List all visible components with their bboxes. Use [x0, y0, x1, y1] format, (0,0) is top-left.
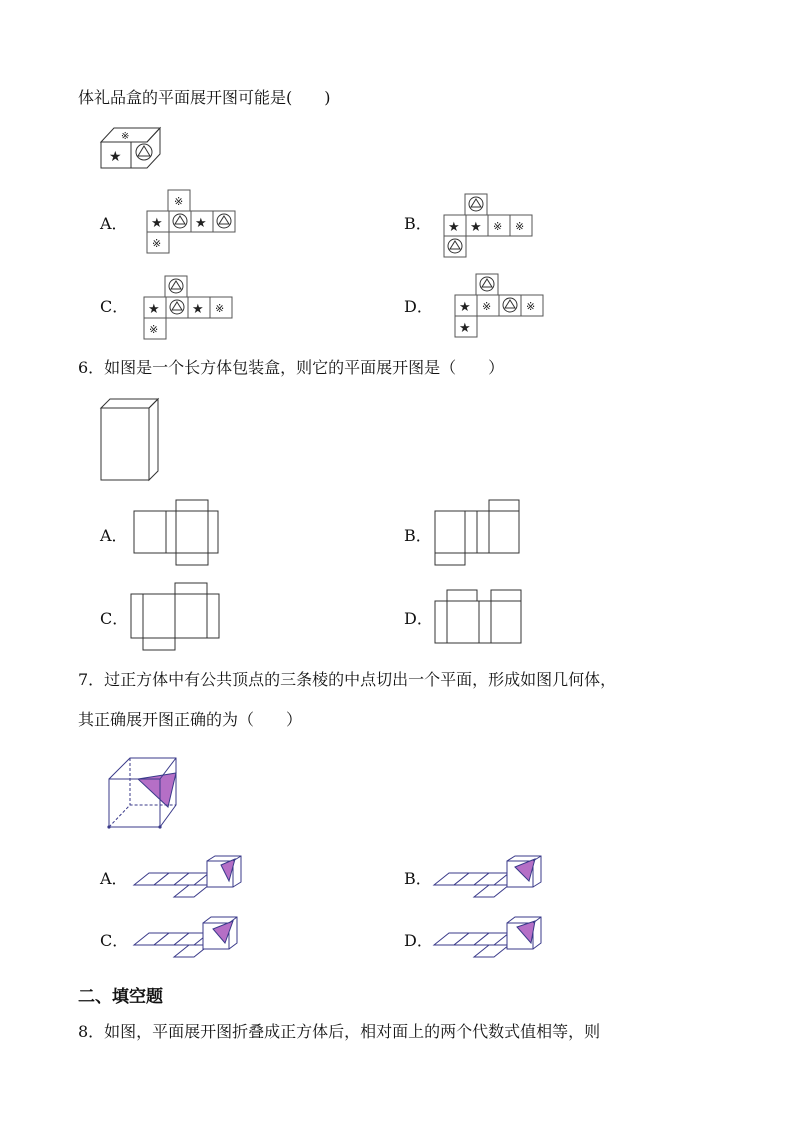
svg-text:★: ★	[459, 300, 471, 315]
svg-text:※: ※	[215, 302, 225, 315]
q5-gift-cube-figure	[100, 126, 162, 170]
q7-cut-cube-figure	[108, 757, 184, 833]
q8-text: 8．如图，平面展开图折叠成正方体后，相对面上的两个代数式值相等，则	[78, 1022, 601, 1041]
svg-text:★: ★	[109, 149, 122, 165]
svg-text:★: ★	[192, 302, 204, 317]
svg-text:※: ※	[526, 300, 536, 313]
svg-text:※: ※	[515, 220, 525, 233]
q6-option-b-net[interactable]	[434, 499, 522, 569]
q5-option-b-net[interactable]	[443, 193, 533, 259]
q7-option-c-label[interactable]: C．	[100, 931, 129, 950]
q7-text-line2: 其正确展开图正确的为（ ）	[78, 710, 303, 729]
q5-option-a-net[interactable]	[146, 189, 236, 255]
q7-option-a-net[interactable]	[133, 855, 245, 899]
svg-text:★: ★	[470, 220, 482, 235]
q7-option-a-label[interactable]: A．	[100, 869, 128, 888]
q6-option-c-label[interactable]: C．	[100, 609, 129, 628]
q7-option-b-net[interactable]	[433, 855, 545, 899]
q6-option-a-label[interactable]: A．	[100, 526, 128, 545]
q6-text: 6．如图是一个长方体包装盒，则它的平面展开图是（ ）	[78, 358, 505, 377]
q7-option-c-net[interactable]	[133, 915, 245, 959]
svg-text:※: ※	[493, 220, 503, 233]
q7-text-line1: 7．过正方体中有公共顶点的三条棱的中点切出一个平面，形成如图几何体，	[78, 670, 617, 689]
q6-option-c-net[interactable]	[130, 582, 222, 652]
svg-text:※: ※	[121, 131, 130, 142]
q5-option-d-net[interactable]	[454, 273, 544, 339]
svg-text:★: ★	[148, 302, 160, 317]
q5-option-d-label[interactable]: D．	[404, 297, 433, 316]
svg-text:※: ※	[149, 323, 159, 336]
q5-option-b-label[interactable]: B．	[404, 214, 432, 233]
q6-option-d-net[interactable]	[434, 587, 524, 647]
q5-option-c-net[interactable]	[143, 275, 233, 341]
q6-option-d-label[interactable]: D．	[404, 609, 433, 628]
q7-option-b-label[interactable]: B．	[404, 869, 432, 888]
q5-option-c-label[interactable]: C．	[100, 297, 129, 316]
section-title-fill-in: 二、填空题	[78, 987, 163, 1007]
svg-text:★: ★	[459, 321, 471, 336]
q7-option-d-label[interactable]: D．	[404, 931, 433, 950]
svg-text:★: ★	[195, 216, 207, 231]
svg-text:★: ★	[448, 220, 460, 235]
q6-box-figure	[100, 398, 162, 484]
svg-text:★: ★	[151, 216, 163, 231]
q6-option-b-label[interactable]: B．	[404, 526, 432, 545]
svg-text:※: ※	[482, 300, 492, 313]
q6-option-a-net[interactable]	[133, 499, 221, 569]
svg-text:※: ※	[174, 195, 184, 208]
svg-text:※: ※	[152, 237, 162, 250]
q5-text: 体礼品盒的平面展开图可能是( )	[78, 88, 331, 107]
q7-option-d-net[interactable]	[433, 915, 545, 959]
q5-option-a-label[interactable]: A．	[100, 214, 128, 233]
